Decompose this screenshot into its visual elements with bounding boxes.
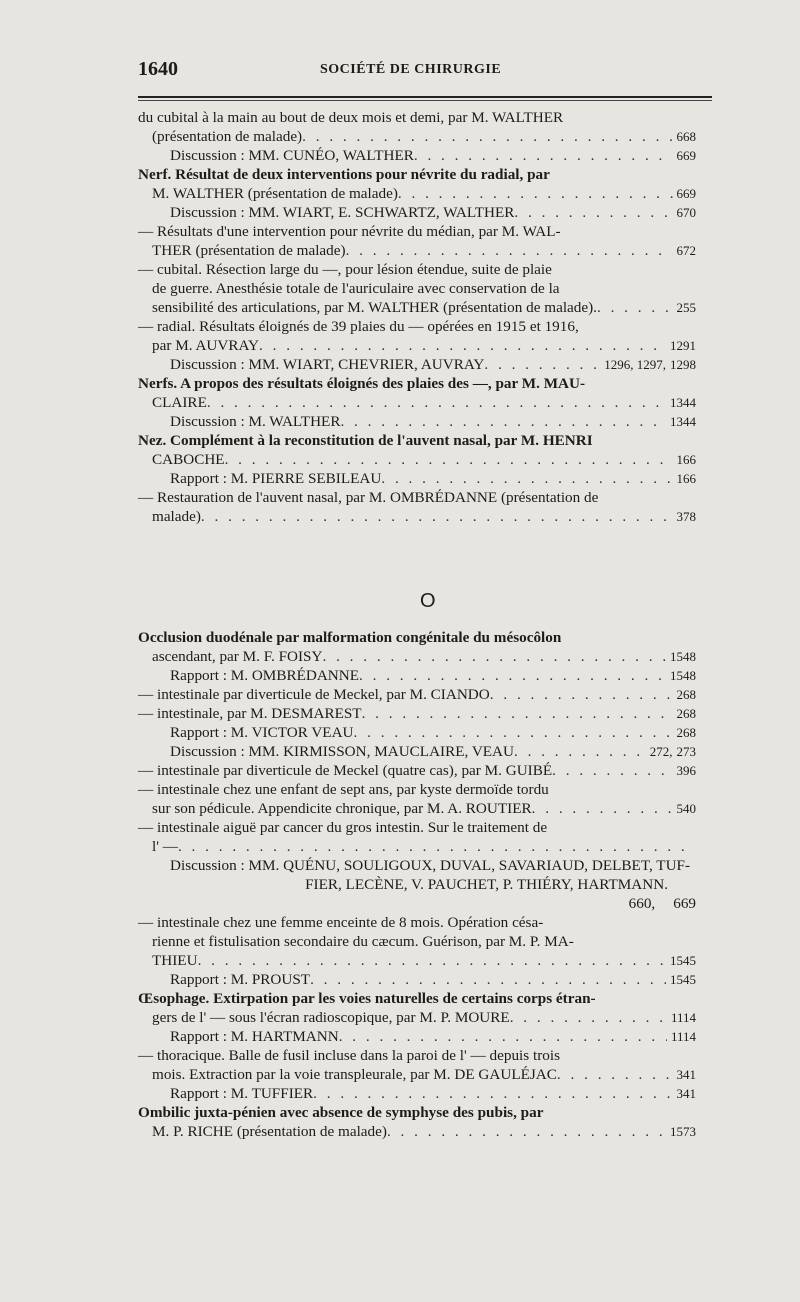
- page-ref: 660,: [628, 895, 656, 912]
- index-line: [138, 647, 696, 666]
- page-ref: 166: [676, 471, 696, 486]
- index-line: — intestinale chez une femme enceinte de 8 mois. Opération césa-: [138, 914, 544, 931]
- entry-text: Discussion : M. WALTHER: [170, 413, 341, 430]
- entry-text: Rapport : M. TUFFIER: [170, 1085, 314, 1102]
- index-line: [138, 837, 696, 856]
- index-line: [138, 742, 696, 761]
- page-ref: 1545: [670, 972, 696, 987]
- page-ref: 273: [676, 744, 696, 759]
- index-line: [138, 723, 696, 742]
- index-line: [138, 127, 696, 146]
- page-ref: 1114: [670, 1029, 696, 1044]
- index-heading-line: Ombilic juxta-pénien avec absence de symphyse des pubis, par: [138, 1104, 544, 1121]
- index-line: [138, 298, 696, 317]
- index-line: [138, 894, 696, 913]
- page-ref: 672: [676, 243, 696, 258]
- entry-text: M. P. RICHE (présentation de malade): [152, 1123, 387, 1140]
- index-line: [138, 241, 696, 260]
- entry-text: ascendant, par M. F. FOISY: [152, 648, 323, 665]
- entry-text: mois. Extraction par la voie transpleurale, par M. DE GAULÉJAC: [152, 1066, 557, 1083]
- index-line: — radial. Résultats éloignés de 39 plaies du — opérées en 1915 et 1916,: [138, 318, 579, 335]
- index-line: [138, 412, 696, 431]
- index-line: [138, 685, 696, 704]
- index-line: FIER, LECÈNE, V. PAUCHET, P. THIÉRY, HARTMANN.: [305, 876, 668, 893]
- entry-text: Discussion : MM. KIRMISSON, MAUCLAIRE, VEAU: [170, 743, 514, 760]
- page-ref: 396: [676, 763, 696, 778]
- index-heading-line: Œsophage. Extirpation par les voies naturelles de certains corps étran-: [138, 990, 596, 1007]
- entry-text: sur son pédicule. Appendicite chronique, par M. A. ROUTIER: [152, 800, 532, 817]
- index-line: — intestinale aiguë par cancer du gros intestin. Sur le traitement de: [138, 819, 548, 836]
- index-line: [138, 799, 696, 818]
- page-ref: 1114: [670, 1010, 696, 1025]
- page-ref: 268: [676, 725, 696, 740]
- entry-text: gers de l' — sous l'écran radioscopique, par M. P. MOURE: [152, 1009, 510, 1026]
- entry-text: l' —: [152, 838, 178, 855]
- index-line: [138, 704, 696, 723]
- page-ref: 668: [676, 129, 696, 144]
- running-title: SOCIÉTÉ DE CHIRURGIE: [320, 62, 502, 77]
- index-line: de guerre. Anesthésie totale de l'auriculaire avec conservation de la: [152, 280, 560, 297]
- entry-text: — intestinale par diverticule de Meckel (quatre cas), par M. GUIBÉ: [138, 762, 553, 779]
- page-ref: 1296, 1297,: [604, 357, 666, 372]
- index-line: [138, 507, 696, 526]
- index-line: [138, 1027, 696, 1046]
- index-line: [138, 1008, 696, 1027]
- page-ref: 669: [676, 186, 696, 201]
- page-ref: 1344: [670, 414, 696, 429]
- entry-text: Discussion : MM. WIART, E. SCHWARTZ, WALTHER: [170, 204, 515, 221]
- page-ref: 1545: [670, 953, 696, 968]
- index-line: [138, 469, 696, 488]
- index-line: — cubital. Résection large du —, pour lésion étendue, suite de plaie: [138, 261, 552, 278]
- page-number: 1640: [138, 58, 178, 80]
- index-line: [138, 970, 696, 989]
- entry-text: (présentation de malade): [152, 128, 303, 145]
- index-body: [138, 108, 696, 1141]
- section-letter: O: [420, 590, 436, 612]
- index-line: [138, 336, 696, 355]
- page-ref: 268: [676, 687, 696, 702]
- entry-text: par M. AUVRAY: [152, 337, 260, 354]
- page-ref: 669: [676, 148, 696, 163]
- entry-text: M. WALTHER (présentation de malade): [152, 185, 398, 202]
- page-ref: 1573: [670, 1124, 696, 1139]
- entry-text: Discussion : MM. WIART, CHEVRIER, AUVRAY: [170, 356, 485, 373]
- page-ref: 255: [676, 300, 696, 315]
- page-ref: 670: [676, 205, 696, 220]
- index-line: — Restauration de l'auvent nasal, par M. OMBRÉDANNE (présentation de: [138, 489, 599, 506]
- entry-text: Rapport : M. PROUST: [170, 971, 311, 988]
- index-line: — Résultats d'une intervention pour névrite du médian, par M. WAL-: [138, 223, 561, 240]
- index-line: [138, 666, 696, 685]
- index-heading-line: Nez. Complément à la reconstitution de l'auvent nasal, par M. HENRI: [138, 432, 593, 449]
- page-ref: 341: [676, 1086, 696, 1101]
- entry-text: THIEU: [152, 952, 198, 969]
- page-ref: 1298: [670, 357, 696, 372]
- section-gap: [138, 526, 696, 628]
- index-heading-line: Occlusion duodénale par malformation congénitale du mésocôlon: [138, 629, 562, 646]
- page-ref: 1548: [670, 668, 696, 683]
- index-line: [138, 1065, 696, 1084]
- entry-text: THER (présentation de malade): [152, 242, 346, 259]
- entry-text: Rapport : M. HARTMANN: [170, 1028, 339, 1045]
- page-ref: 378: [676, 509, 696, 524]
- entry-text: CLAIRE: [152, 394, 207, 411]
- index-line: Discussion : MM. QUÉNU, SOULIGOUX, DUVAL, SAVARIAUD, DELBET, TUF-: [170, 857, 691, 874]
- index-line: [138, 951, 696, 970]
- index-heading-line: Nerf. Résultat de deux interventions pour névrite du radial, par: [138, 166, 550, 183]
- page-ref: 341: [676, 1067, 696, 1082]
- entry-text: — intestinale par diverticule de Meckel, par M. CIANDO: [138, 686, 490, 703]
- index-line: — intestinale chez une enfant de sept ans, par kyste dermoïde tordu: [138, 781, 549, 798]
- index-line: [138, 450, 696, 469]
- page-ref: 1291: [670, 338, 696, 353]
- entry-text: sensibilité des articulations, par M. WALTHER (présentation de malade).: [152, 299, 597, 316]
- index-line: [138, 761, 696, 780]
- page-ref: 272,: [649, 744, 673, 759]
- page-ref: 268: [676, 706, 696, 721]
- entry-text: Rapport : M. OMBRÉDANNE: [170, 667, 359, 684]
- page-ref: 669: [673, 895, 696, 912]
- index-line: [138, 184, 696, 203]
- entry-text: Discussion : MM. CUNÉO, WALTHER: [170, 147, 414, 164]
- index-line: [138, 146, 696, 165]
- index-line: [138, 393, 696, 412]
- header-rule: [138, 96, 712, 101]
- page-ref: 1548: [670, 649, 696, 664]
- index-line: [138, 355, 696, 374]
- entry-text: CABOCHE: [152, 451, 225, 468]
- index-line: du cubital à la main au bout de deux mois et demi, par M. WALTHER: [138, 109, 564, 126]
- entry-text: Rapport : M. PIERRE SEBILEAU: [170, 470, 382, 487]
- index-line: — thoracique. Balle de fusil incluse dans la paroi de l' — depuis trois: [138, 1047, 560, 1064]
- page-ref: 540: [676, 801, 696, 816]
- index-heading-line: Nerfs. A propos des résultats éloignés des plaies des —, par M. MAU-: [138, 375, 586, 392]
- index-line: rienne et fistulisation secondaire du cæcum. Guérison, par M. P. MA-: [152, 933, 574, 950]
- page-ref: 1344: [670, 395, 696, 410]
- page-ref: 166: [676, 452, 696, 467]
- index-line: [138, 1084, 696, 1103]
- entry-text: Rapport : M. VICTOR VEAU: [170, 724, 354, 741]
- entry-text: — intestinale, par M. DESMAREST: [138, 705, 362, 722]
- index-line: [138, 1122, 696, 1141]
- entry-text: malade): [152, 508, 201, 525]
- index-line: [138, 203, 696, 222]
